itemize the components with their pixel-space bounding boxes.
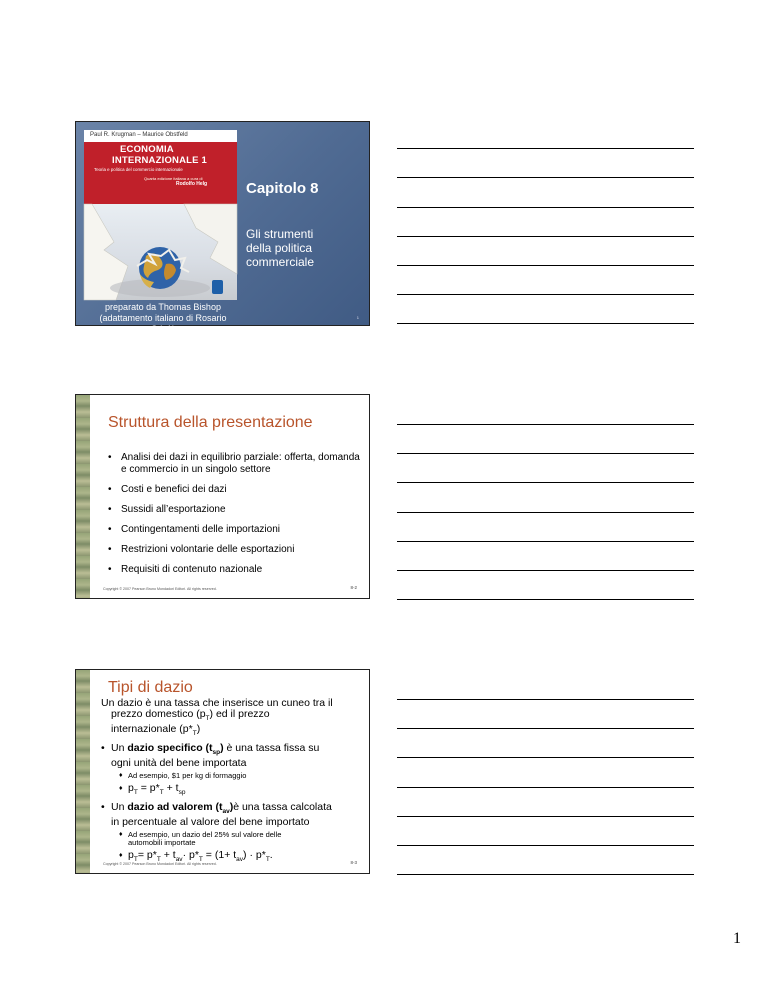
note-line: [397, 570, 694, 571]
bold-term: dazio specifico (t: [127, 742, 213, 755]
bullet-text: Un: [111, 742, 128, 755]
formula-text: · p*: [182, 849, 199, 862]
formula-text: p: [128, 849, 134, 862]
list-item: • Sussidi all’esportazione: [108, 504, 361, 516]
note-line: [397, 599, 694, 600]
note-line: [397, 482, 694, 483]
subscript: av: [222, 808, 230, 816]
subscript: T: [133, 856, 138, 864]
note-line: [397, 874, 694, 875]
book-cover: [84, 130, 237, 300]
copyright: Copyright © 2007 Pearson Bruno Mondadori Editori. All rights reserved.: [103, 862, 217, 866]
slide-page-number: 8-2: [350, 585, 357, 590]
bullet-text: è una tassa calcolata: [233, 801, 332, 814]
cover-authors: Paul R. Krugman – Maurice Obstfeld: [90, 132, 188, 138]
publisher-logo: [212, 280, 223, 294]
note-line: [397, 453, 694, 454]
subscript: sp: [178, 789, 186, 797]
bold-term: dazio ad valorem (t: [127, 801, 223, 814]
subscript: T: [159, 789, 164, 797]
example-text: automobili importate: [128, 838, 196, 848]
cover-editor: Rodolfo Helg: [176, 181, 208, 187]
intro-text: internazionale (p*: [111, 723, 193, 736]
intro-text: ) ed il prezzo: [209, 708, 270, 720]
subscript: T: [156, 856, 161, 864]
bullet-text: è una tassa fissa su: [223, 742, 320, 755]
note-line: [397, 323, 694, 324]
bullet-ad-valorem: [101, 802, 366, 817]
subscript: T: [133, 789, 138, 797]
note-line: [397, 787, 694, 788]
formula-text: = p*: [137, 849, 157, 862]
note-line: [397, 424, 694, 425]
bullet-specific-line2: ogni unità del bene importata: [111, 757, 247, 770]
bullet-specific-tariff: [101, 743, 366, 758]
subtitle-line-1: Gli strumenti: [246, 227, 314, 241]
subscript: T: [265, 856, 270, 864]
slide-title: Struttura della presentazione: [108, 414, 313, 431]
slide-3-tariff-types: [75, 669, 370, 874]
formula-text: = p*: [137, 782, 160, 795]
intro-text: ): [196, 723, 201, 736]
formula-text: + t: [160, 849, 176, 862]
slide-title: Tipi di dazio: [108, 679, 193, 696]
example-ad-valorem: [101, 831, 366, 847]
note-line: [397, 728, 694, 729]
chapter-subtitle: [246, 227, 314, 269]
bold-term: ): [229, 801, 234, 814]
subtitle-line-3: commerciale: [246, 255, 315, 269]
bold-term: ): [220, 742, 224, 755]
formula-text: + t: [163, 782, 179, 795]
note-line: [397, 816, 694, 817]
slide-body: [101, 698, 366, 866]
cover-title-1: ECONOMIA: [120, 144, 174, 155]
formula-text: .: [269, 849, 273, 862]
subscript: av: [236, 856, 244, 864]
prepared-by: [88, 302, 238, 335]
note-line: [397, 148, 694, 149]
note-line: [397, 177, 694, 178]
note-line: [397, 236, 694, 237]
list-item: • Restrizioni volontarie delle esportazioni: [108, 544, 361, 556]
page-number: 1: [733, 930, 741, 947]
slide-number: 1: [356, 315, 359, 320]
cover-subtitle: Teoria e politica del commercio internazionale: [94, 167, 183, 172]
subtitle-line-2: della politica: [246, 241, 313, 255]
note-line: [397, 512, 694, 513]
chapter-label: Capitolo 8: [246, 180, 319, 197]
slide-1-title: [75, 121, 370, 334]
subscript: T: [205, 715, 210, 723]
prepared-by-line: preparato da Thomas Bishop: [105, 302, 221, 312]
list-item: • Requisiti di contenuto nazionale: [108, 564, 361, 576]
subscript: sp: [212, 749, 221, 757]
decorative-strip: [76, 670, 90, 873]
cover-edition: Quarta edizione italiana a cura di: [144, 176, 203, 181]
formula-text: p: [128, 782, 134, 795]
note-line: [397, 207, 694, 208]
decorative-strip: [76, 395, 90, 598]
subscript: T: [192, 730, 197, 738]
note-line: [397, 541, 694, 542]
note-line: [397, 699, 694, 700]
copyright: Copyright © 2007 Pearson Bruno Mondadori Editori. All rights reserved.: [103, 587, 217, 591]
note-line: [397, 845, 694, 846]
bullet-text: Un: [111, 801, 128, 814]
formula-text: ) · p*: [243, 849, 266, 862]
adaptation-line: (adattamento italiano di Rosario Crinò): [99, 313, 227, 334]
slide-2-outline: [75, 394, 370, 599]
formula-text: = (1+ t: [202, 849, 237, 862]
intro-line-1: Un dazio è una tassa che inserisce un cuneo tra il: [101, 697, 333, 709]
intro-line-2: [101, 709, 366, 724]
formula-specific: [101, 783, 366, 798]
list-item: • Costi e benefici dei dazi: [108, 484, 361, 496]
note-line: [397, 265, 694, 266]
subscript: av: [175, 856, 183, 864]
list-item: • Contingentamenti delle importazioni: [108, 524, 361, 536]
example-text: Ad esempio, un dazio del 25% sul valore delle: [128, 830, 282, 840]
note-line: [397, 294, 694, 295]
intro-line-3: [101, 724, 366, 739]
cover-title-2: INTERNAZIONALE 1: [112, 155, 208, 166]
bullet-ad-valorem-line2: in percentuale al valore del bene importato: [111, 816, 310, 829]
list-item: • Analisi dei dazi in equilibrio parziale: offerta, domanda e commercio in un singolo settore: [108, 452, 361, 476]
subscript: T: [198, 856, 203, 864]
slide-page-number: 8-3: [350, 860, 357, 865]
outline-list: [108, 452, 361, 584]
example-specific: ♦ Ad esempio, $1 per kg di formaggio: [101, 772, 366, 780]
note-line: [397, 757, 694, 758]
intro-text: prezzo domestico (p: [111, 708, 206, 720]
